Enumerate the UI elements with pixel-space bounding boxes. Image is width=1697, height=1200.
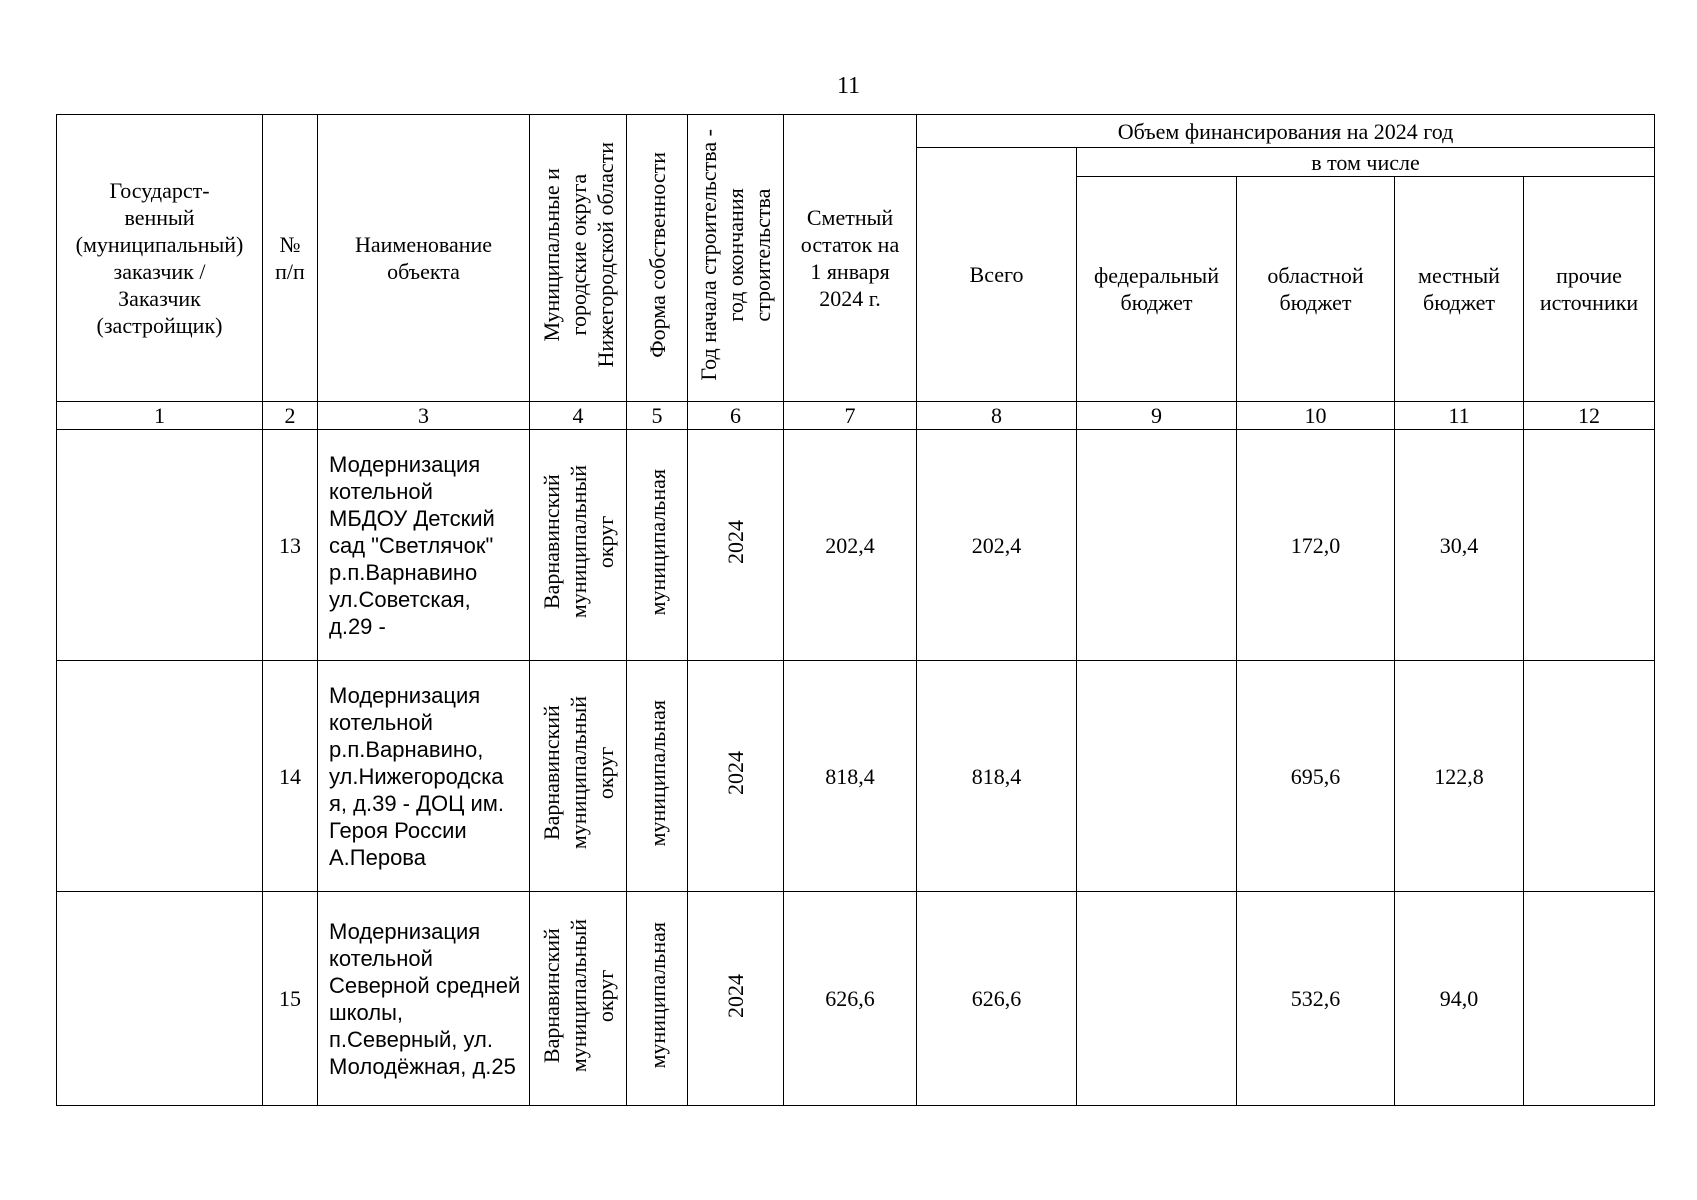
- header-including: в том числе: [1077, 148, 1655, 177]
- cell-regional: 172,0: [1237, 430, 1395, 661]
- table-header: [57, 115, 1655, 402]
- cell-total: 626,6: [917, 892, 1077, 1106]
- cell-years: 2024: [688, 661, 784, 892]
- cell-total: 202,4: [917, 430, 1077, 661]
- table-row: [57, 430, 1655, 661]
- header-name: Наименование объекта: [318, 115, 530, 402]
- column-number: 5: [627, 402, 688, 430]
- funding-table: [56, 114, 1655, 1106]
- header-estimate: Сметный остаток на 1 января 2024 г.: [784, 115, 917, 402]
- column-number: 3: [318, 402, 530, 430]
- cell-ownership: муниципальная: [627, 430, 688, 661]
- cell-federal: [1077, 661, 1237, 892]
- cell-other: [1524, 430, 1655, 661]
- cell-num: 13: [263, 430, 318, 661]
- cell-num: 14: [263, 661, 318, 892]
- cell-estimate: 202,4: [784, 430, 917, 661]
- cell-regional: 695,6: [1237, 661, 1395, 892]
- header-num: № п/п: [263, 115, 318, 402]
- cell-regional: 532,6: [1237, 892, 1395, 1106]
- table-row: [57, 661, 1655, 892]
- column-number: 7: [784, 402, 917, 430]
- cell-object-name: Модернизация котельной Северной средней школы, п.Северный, ул. Молодёжная, д.25: [318, 892, 530, 1106]
- column-number: 9: [1077, 402, 1237, 430]
- column-number: 6: [688, 402, 784, 430]
- cell-total: 818,4: [917, 661, 1077, 892]
- header-regional: областной бюджет: [1237, 177, 1395, 402]
- column-number: 2: [263, 402, 318, 430]
- cell-estimate: 818,4: [784, 661, 917, 892]
- cell-object-name: Модернизация котельной р.п.Варнавино, ул.Нижегородска я, д.39 - ДОЦ им. Героя России А.Перова: [318, 661, 530, 892]
- header-years: Год начала строительства - год окончания строительства: [688, 115, 784, 402]
- cell-federal: [1077, 892, 1237, 1106]
- cell-num: 15: [263, 892, 318, 1106]
- column-number: 11: [1395, 402, 1524, 430]
- cell-estimate: 626,6: [784, 892, 917, 1106]
- header-funding-title: Объем финансирования на 2024 год: [917, 115, 1655, 148]
- cell-years: 2024: [688, 892, 784, 1106]
- header-federal: федеральный бюджет: [1077, 177, 1237, 402]
- column-number: 10: [1237, 402, 1395, 430]
- cell-local: 94,0: [1395, 892, 1524, 1106]
- cell-other: [1524, 661, 1655, 892]
- cell-object-name: Модернизация котельной МБДОУ Детский сад "Светлячок" р.п.Варнавино ул.Советская, д.29 -: [318, 430, 530, 661]
- column-number: 4: [530, 402, 627, 430]
- column-number: 8: [917, 402, 1077, 430]
- cell-municipal: Варнавинский муниципальный округ: [530, 661, 627, 892]
- cell-local: 30,4: [1395, 430, 1524, 661]
- header-total: Всего: [917, 148, 1077, 402]
- cell-years: 2024: [688, 430, 784, 661]
- cell-customer: [57, 661, 263, 892]
- cell-local: 122,8: [1395, 661, 1524, 892]
- header-ownership: Форма собственности: [627, 115, 688, 402]
- column-number: 1: [57, 402, 263, 430]
- column-number-row: [57, 402, 1655, 430]
- table-row: [57, 892, 1655, 1106]
- cell-other: [1524, 892, 1655, 1106]
- header-other: прочие источники: [1524, 177, 1655, 402]
- column-number: 12: [1524, 402, 1655, 430]
- cell-municipal: Варнавинский муниципальный округ: [530, 892, 627, 1106]
- cell-municipal: Варнавинский муниципальный округ: [530, 430, 627, 661]
- cell-customer: [57, 430, 263, 661]
- header-customer: Государст- венный (муниципальный) заказчик / Заказчик (застройщик): [57, 115, 263, 402]
- page-number: 11: [836, 73, 861, 99]
- cell-ownership: муниципальная: [627, 661, 688, 892]
- cell-customer: [57, 892, 263, 1106]
- cell-ownership: муниципальная: [627, 892, 688, 1106]
- header-municipal: Муниципальные и городские округа Нижегородской области: [530, 115, 627, 402]
- cell-federal: [1077, 430, 1237, 661]
- header-local: местный бюджет: [1395, 177, 1524, 402]
